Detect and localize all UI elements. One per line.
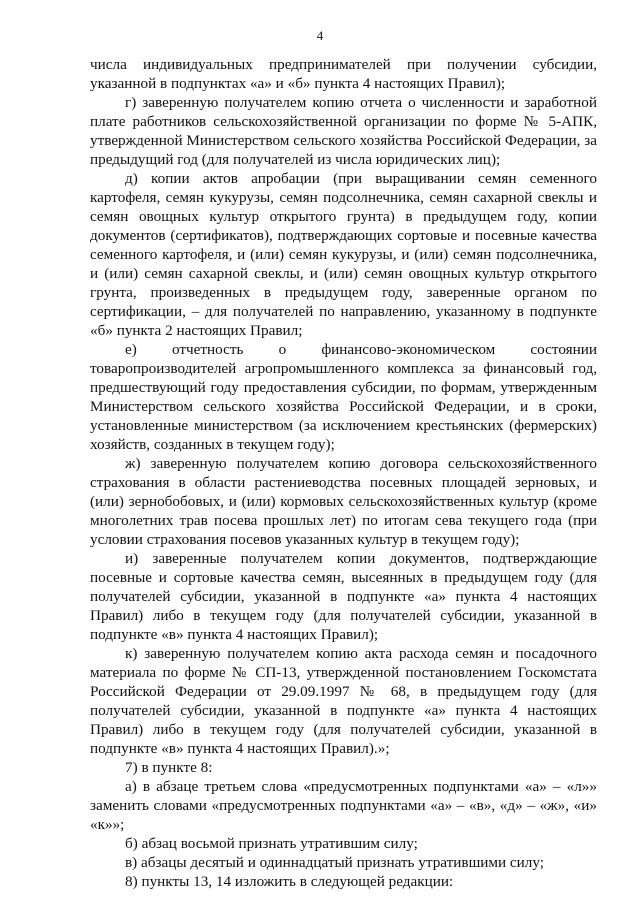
- page-number: 4: [316, 28, 324, 43]
- paragraph-item-7a: а) в абзаце третьем слова «предусмотренных подпунктами «а» – «л»» заменить словами «предусмотренных подпунктами «а» – «в», «д» – «ж», «и» «к»»;: [90, 778, 597, 833]
- paragraph-item-7b: б) абзац восьмой признать утратившим силу;: [125, 835, 418, 852]
- paragraph-item-7v: в) абзацы десятый и одиннадцатый признать утратившими силу;: [125, 854, 544, 871]
- paragraph-item-g: г) заверенную получателем копию отчета о численности и заработной плате работников сельскохозяйственной организации по форме № 5-АПК, утвержденной Министерством сельского хозяйства Российской Федерации, за предыдущий год (для получателей из числа юридических лиц);: [90, 94, 597, 168]
- paragraph-item-k: к) заверенную получателем копию акта расхода семян и посадочного материала по форме № СП-13, утвержденной постановлением Госкомстата Российской Федерации от 29.09.1997 № 68, в предыдущем году (для получателей субсидии, указанной в подпункте «а» пункта 4 настоящих Правил) либо в текущем году (для получателей субсидии, указанной в подпункте «в» пункта 4 настоящих Правил).»;: [90, 645, 597, 757]
- paragraph-item-e: е) отчетность о финансово-экономическом состоянии товаропроизводителей агропромышленного комплекса за финансовый год, предшествующий году предоставления субсидии, по формам, утвержденным Министерством сельского хозяйства Российской Федерации, и в сроки, установленные министерством (за исключением крестьянских (фермерских) хозяйств, созданных в текущем году);: [90, 341, 597, 453]
- paragraph-item-d: д) копии актов апробации (при выращивании семян семенного картофеля, семян кукурузы, семян подсолнечника, семян сахарной свеклы и семян овощных культур открытого грунта) в предыдущем году, копии документов (сертификатов), подтверждающих сортовые и посевные качества семенного картофеля, и (или) семян кукурузы, и (или) семян подсолнечника, и (или) семян сахарной свеклы, и (или) семян овощных культур открытого грунта, произведенных в предыдущем году, заверенные органом по сертификации, – для получателей по направлению, указанному в подпункте «б» пункта 2 настоящих Правил;: [90, 170, 597, 339]
- paragraph-item-8: 8) пункты 13, 14 изложить в следующей редакции:: [125, 873, 454, 890]
- paragraph-continuation: числа индивидуальных предпринимателей при получении субсидии, указанной в подпунктах «а» и «б» пункта 4 настоящих Правил);: [90, 56, 597, 92]
- paragraph-item-i: и) заверенные получателем копии документов, подтверждающие посевные и сортовые качества семян, высеянных в предыдущем году (для получателей субсидии, указанной в подпункте «а» пункта 4 настоящих Правил) либо в текущем году (для получателей субсидии, указанной в подпункте «в» пункта 4 настоящих Правил);: [90, 550, 597, 643]
- document-body: [90, 55, 597, 891]
- paragraph-item-zh: ж) заверенную получателем копию договора сельскохозяйственного страхования в области растениеводства посевных площадей зерновых, и (или) зернобобовых, и (или) кормовых сельскохозяйственных культур (кроме многолетних трав посева прошлых лет) по итогам сева текущего года (при условии страхования посевов указанных культур в текущем году);: [90, 455, 597, 548]
- paragraph-item-7: 7) в пункте 8:: [125, 759, 213, 776]
